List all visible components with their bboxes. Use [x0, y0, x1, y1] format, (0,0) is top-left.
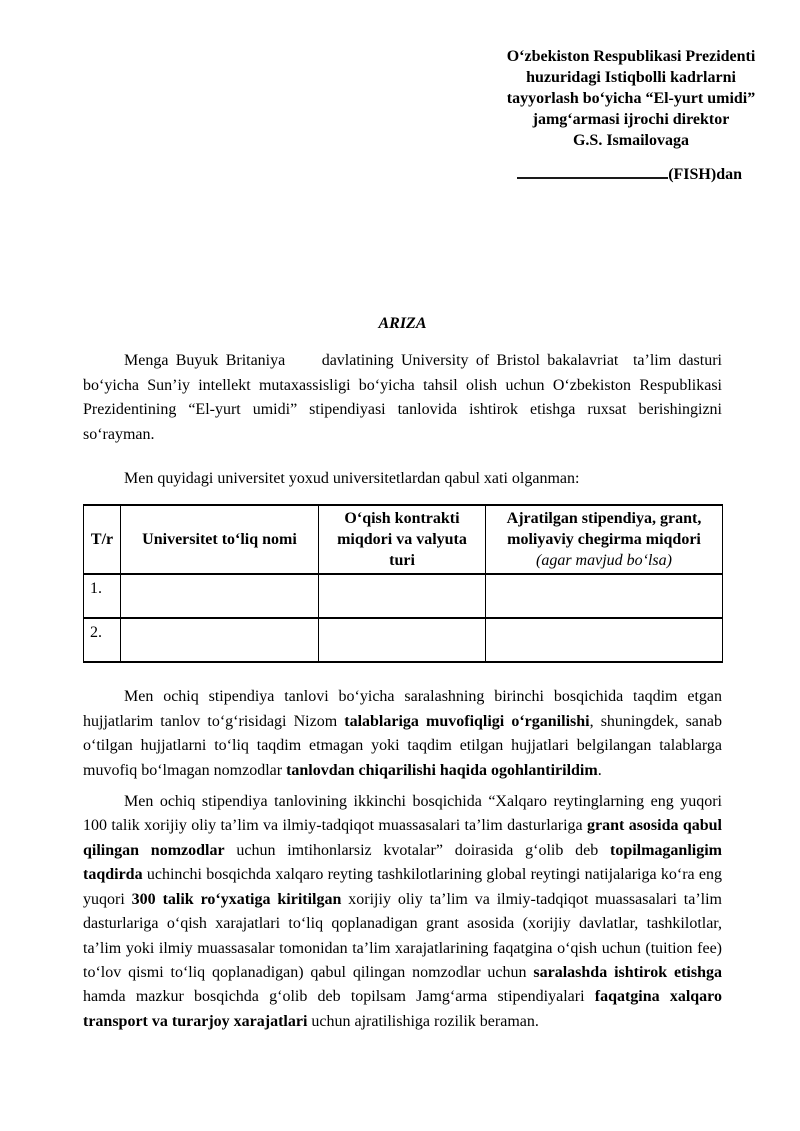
table-row — [84, 618, 723, 662]
document-title: ARIZA — [378, 315, 427, 332]
column-header-scholarship-amount: Ajratilgan stipendiya, grant, moliyaviy chegirma miqdori (agar mavjud bo‘lsa) — [486, 505, 723, 574]
admission-intro-line: Men quyidagi universitet yoxud universitetlardan qabul xati olganman: — [124, 470, 580, 488]
addressee-block — [505, 46, 757, 151]
consent-paragraph: Men ochiq stipendiya tanlovining ikkinchi bosqichida “Xalqaro reytinglarning eng yuqori 100 talik xorijiy oliy ta’lim va ilmiy-tadqiqot muassasalari ta’lim dasturlariga grant asosida qabul qilingan nomzodlar uchun imtihonlarsiz kvotalar” doirasida g‘olib deb topilmaganligim taqdirda uchinchi bosqichda xalqaro reyting tashkilotlarining global reytingi natijalariga ko‘ra eng yuqori 300 talik ro‘yxatiga kiritilgan xorijiy oliy ta’lim va ilmiy-tadqiqot muassasalari ta’lim dasturlariga o‘qish xarajatlari to‘liq qoplanadigan grant asosida (xorijiy davlatlar, tashkilotlar, ta’lim yoki ilmiy muassasalar tomonidan ta’lim xarajatlarining faqatgina o‘qish uchun (tuition fee) to‘lov qismi to‘liq qoplanadigan) qabul qilingan nomzodlar uchun saralashda ishtirok etishga hamda mazkur bosqichda g‘olib deb topilsam Jamg‘arma stipendiyalari faqatgina xalqaro transport va turarjoy xarajatlari uchun ajratilishiga rozilik beraman. — [83, 793, 722, 1030]
contract-amount-cell[interactable] — [319, 618, 486, 662]
addressee-line-4: jamg‘armasi ijrochi direktor — [532, 111, 730, 128]
fish-label: (FISH)dan — [668, 166, 742, 183]
table-row — [84, 574, 723, 618]
universities-table — [83, 504, 723, 663]
applicant-name-blank-field[interactable] — [517, 163, 668, 179]
addressee-line-2: huzuridagi Istiqbolli kadrlarni — [526, 69, 736, 86]
scholarship-amount-cell[interactable] — [486, 574, 723, 618]
table-header-row — [84, 505, 723, 574]
applicant-name-line — [517, 163, 742, 185]
column-header-number: T/r — [84, 505, 121, 574]
addressee-line-3: tayyorlash bo‘yicha “El-yurt umidi” — [506, 90, 756, 107]
contract-amount-cell[interactable] — [319, 574, 486, 618]
column-header-contract-amount: O‘qish kontrakti miqdori va valyuta turi — [319, 505, 486, 574]
scholarship-amount-cell[interactable] — [486, 618, 723, 662]
university-name-cell[interactable] — [121, 618, 319, 662]
addressee-line-1: O‘zbekiston Respublikasi Prezidenti — [506, 48, 756, 65]
request-paragraph: Menga Buyuk Britaniya davlatining University of Bristol bakalavriat ta’lim dasturi bo‘yicha Sun’iy intellekt mutaxassisligi bo‘yicha tahsil olish uchun O‘zbekiston Respublikasi Prezidentining “El-yurt umidi” stipendiyasi tanlovida ishtirok etishga ruxsat berishingizni so‘rayman. — [83, 352, 722, 443]
row-number-cell: 2. — [84, 618, 121, 662]
addressee-line-5: G.S. Ismailovaga — [572, 132, 689, 149]
column-header-university-name: Universitet to‘liq nomi — [121, 505, 319, 574]
document-body — [83, 312, 722, 1034]
warning-paragraph: Men ochiq stipendiya tanlovi bo‘yicha saralashning birinchi bosqichida taqdim etgan hujjatlarim tanlov to‘g‘risidagi Nizom talablariga muvofiqligi o‘rganilishi, shuningdek, sanab o‘tilgan hujjatlarni to‘liq taqdim etmagan yoki taqdim etilgan hujjatlari belgilangan talablarga muvofiq bo‘lmagan nomzodlar tanlovdan chiqarilishi haqida ogohlantirildim. — [83, 688, 722, 779]
row-number-cell: 1. — [84, 574, 121, 618]
university-name-cell[interactable] — [121, 574, 319, 618]
